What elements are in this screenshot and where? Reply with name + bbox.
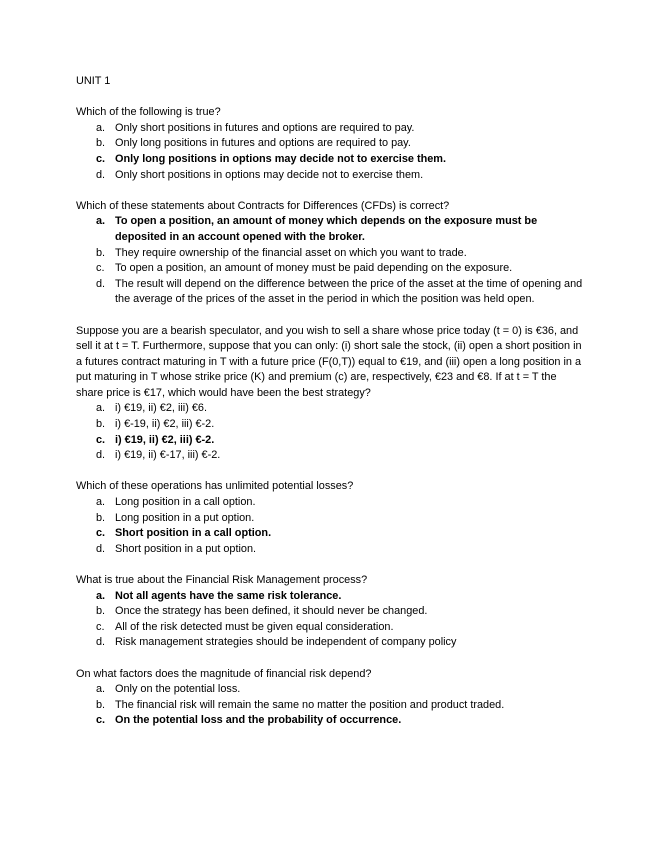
- question-block: [76, 105, 586, 183]
- question-list: [76, 105, 586, 729]
- answer-options: [76, 401, 586, 463]
- option-letter: a.: [96, 402, 106, 415]
- option-text: The result will depend on the difference between the price of the asset at the time of opening and the average of the prices of the asset in the period in which the position was held open.: [115, 277, 583, 306]
- option-text: On the potential loss and the probability of occurrence.: [115, 714, 402, 727]
- answer-options: [76, 589, 586, 651]
- answer-option-correct: [76, 713, 586, 729]
- answer-option: [76, 495, 586, 511]
- answer-options: [76, 214, 586, 308]
- question-text: Which of the following is true?: [76, 106, 221, 119]
- option-letter: c.: [96, 433, 106, 446]
- option-text: Only short positions in futures and options are required to pay.: [115, 121, 415, 134]
- answer-option: [76, 136, 586, 152]
- question-block: [76, 199, 586, 308]
- option-letter: b.: [96, 605, 106, 618]
- option-text: Risk management strategies should be independent of company policy: [115, 636, 457, 649]
- option-letter: c.: [96, 527, 106, 540]
- option-text: Long position in a put option.: [115, 511, 255, 524]
- option-letter: c.: [96, 714, 106, 727]
- option-text: i) €-19, ii) €2, iii) €-2.: [115, 418, 215, 431]
- option-text: Only long positions in options may decide not to exercise them.: [115, 152, 447, 165]
- option-letter: b.: [96, 137, 106, 150]
- answer-option: [76, 417, 586, 433]
- question-block: [76, 667, 586, 729]
- answer-option: [76, 261, 586, 277]
- option-text: All of the risk detected must be given equal consideration.: [115, 620, 394, 633]
- option-text: i) €19, ii) €2, iii) €6.: [115, 402, 208, 415]
- question-text: On what factors does the magnitude of financial risk depend?: [76, 667, 372, 680]
- answer-option: [76, 635, 586, 651]
- option-text: Short position in a call option.: [115, 527, 272, 540]
- answer-option: [76, 401, 586, 417]
- option-letter: c.: [96, 152, 106, 165]
- option-text: Once the strategy has been defined, it should never be changed.: [115, 605, 428, 618]
- answer-option: [76, 698, 586, 714]
- question-block: [76, 479, 586, 557]
- answer-option: [76, 682, 586, 698]
- answer-option: [76, 121, 586, 137]
- answer-option: [76, 511, 586, 527]
- question-text: What is true about the Financial Risk Management process?: [76, 574, 368, 586]
- option-text: To open a position, an amount of money which depends on the exposure must be deposited in an account opened with the broker.: [115, 215, 538, 243]
- answer-options: [76, 682, 586, 729]
- option-text: Only long positions in futures and options are required to pay.: [115, 137, 411, 150]
- answer-option: [76, 542, 586, 558]
- answer-option: [76, 620, 586, 636]
- option-text: To open a position, an amount of money must be paid depending on the exposure.: [115, 262, 513, 275]
- option-text: i) €19, ii) €2, iii) €-2.: [115, 433, 215, 446]
- option-text: Only short positions in options may decide not to exercise them.: [115, 168, 424, 181]
- answer-option-correct: [76, 433, 586, 449]
- question-text: Which of these statements about Contracts for Differences (CFDs) is correct?: [76, 199, 450, 212]
- answer-options: [76, 121, 586, 183]
- question-text: Which of these operations has unlimited potential losses?: [76, 480, 354, 493]
- answer-option-correct: [76, 152, 586, 168]
- option-letter: d.: [96, 542, 106, 555]
- option-text: The financial risk will remain the same no matter the position and product traded.: [115, 698, 505, 711]
- answer-option: [76, 246, 586, 262]
- answer-option: [76, 448, 586, 464]
- answer-option-correct: [76, 589, 586, 605]
- option-letter: b.: [96, 511, 106, 524]
- option-text: i) €19, ii) €-17, iii) €-2.: [115, 449, 221, 462]
- option-letter: a.: [96, 496, 106, 509]
- option-letter: d.: [96, 168, 106, 181]
- option-letter: b.: [96, 418, 106, 431]
- option-letter: b.: [96, 698, 106, 711]
- option-letter: d.: [96, 449, 106, 462]
- option-text: Only on the potential loss.: [115, 683, 241, 696]
- option-letter: d.: [96, 277, 106, 290]
- option-letter: a.: [96, 215, 106, 228]
- option-letter: a.: [96, 121, 106, 134]
- unit-title: UNIT 1: [76, 75, 111, 87]
- document-page: [76, 74, 586, 745]
- answer-options: [76, 495, 586, 557]
- option-letter: c.: [96, 262, 105, 275]
- option-letter: a.: [96, 589, 106, 602]
- option-letter: a.: [96, 683, 106, 696]
- question-text: Suppose you are a bearish speculator, and you wish to sell a share whose price today (t = 0) is €36, and sell it at t = T. Furthermore, suppose that you can only: (i) short sale the stock, (ii) open a short position in a futures contract maturing in T with a future price (F(0,T)) equal to €19, and (iii) open a long position in a put maturing in T whose strike price (K) and premium (c) are, respectively, €23 and €8. If at t = T the share price is €17, which would have been the best strategy?: [76, 324, 582, 399]
- option-letter: d.: [96, 636, 106, 649]
- option-text: They require ownership of the financial asset on which you want to trade.: [115, 246, 467, 259]
- answer-option-correct: [76, 526, 586, 542]
- answer-option: [76, 604, 586, 620]
- option-letter: c.: [96, 620, 105, 633]
- option-text: Not all agents have the same risk tolerance.: [115, 589, 342, 602]
- answer-option: [76, 168, 586, 184]
- question-block: [76, 324, 586, 464]
- answer-option-correct: [76, 214, 586, 245]
- answer-option: [76, 277, 586, 308]
- question-block: [76, 573, 586, 651]
- option-text: Short position in a put option.: [115, 542, 257, 555]
- option-letter: b.: [96, 246, 106, 259]
- option-text: Long position in a call option.: [115, 496, 256, 509]
